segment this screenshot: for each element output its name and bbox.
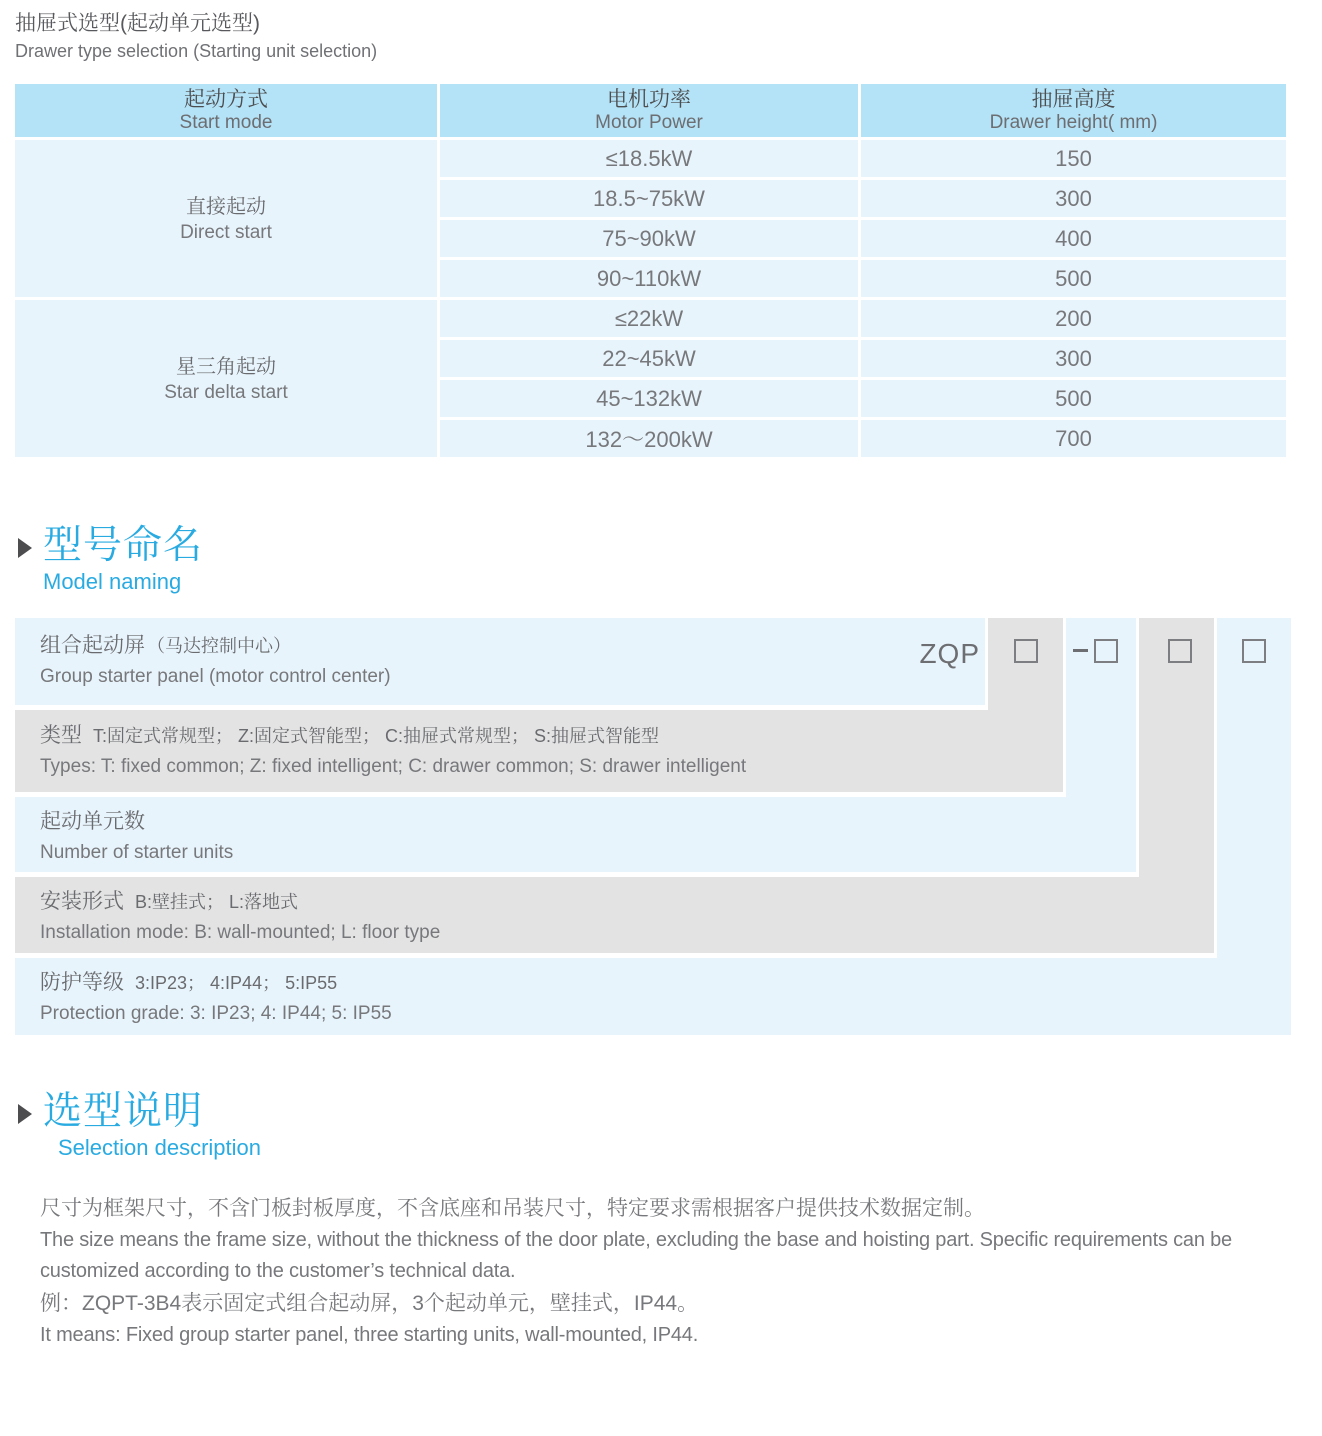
table-cell-star-delta (15, 300, 437, 457)
row-line-cn (40, 885, 1214, 915)
header-motor-power-en: Motor Power (595, 112, 703, 133)
row-detail-cn: 3:IP23； 4:IP44； 5:IP55 (135, 973, 338, 993)
height-cell: 400 (861, 220, 1286, 257)
section-heading-text (43, 524, 203, 596)
height-cell: 300 (861, 180, 1286, 217)
row-label-cn: 组合起动屏 (40, 634, 145, 657)
model-code-box-type (1014, 639, 1038, 663)
table-cell-direct-start (15, 140, 437, 297)
direct-start-en: Direct start (180, 221, 272, 243)
table-row (440, 260, 1286, 297)
paragraph-size-cn: 尺寸为框架尺寸，不含门板封板厚度，不含底座和吊装尺寸，特定要求需根据客户提供技术数据定制。 (40, 1197, 985, 1220)
star-delta-en: Star delta start (164, 381, 288, 403)
table-header-motor-power (440, 84, 858, 137)
model-code-box-protection (1242, 639, 1266, 663)
power-cell: 75~90kW (440, 220, 858, 257)
table-row (440, 420, 1286, 457)
page-title-cn: 抽屉式选型(起动单元选型) (15, 12, 260, 35)
model-naming-heading-en: Model naming (43, 569, 182, 594)
power-cell: 18.5~75kW (440, 180, 858, 217)
header-drawer-height-en: Drawer height( mm) (989, 112, 1158, 133)
page-title (15, 10, 377, 64)
power-cell: 22~45kW (440, 340, 858, 377)
section-model-naming-heading (18, 524, 203, 596)
paragraph-size-en: The size means the frame size, without the thickness of the door plate, excluding the base and hoisting part. Specific requirements can be customized according to the customer’s technical data. (40, 1229, 1232, 1282)
star-delta-cn: 星三角起动 (176, 355, 276, 378)
row-label-en: Types: T: fixed common; Z: fixed intelligent; C: drawer common; S: drawer intelligent (40, 756, 747, 777)
row-line-cn (40, 966, 1291, 996)
power-cell: ≤22kW (440, 300, 858, 337)
diagram-row-starter-units (15, 797, 1136, 872)
model-code-box-units (1094, 639, 1118, 663)
section-arrow-icon (18, 538, 32, 558)
section-selection-description-heading (18, 1090, 261, 1162)
page-title-en: Drawer type selection (Starting unit selection) (15, 41, 378, 61)
table-header-drawer-height (861, 84, 1286, 137)
section-heading-text (43, 1090, 261, 1162)
table-header-start-mode (15, 84, 437, 137)
header-start-mode-cn: 起动方式 (184, 88, 268, 111)
table-group-direct-start (15, 140, 1286, 297)
diagram-row-installation-mode (15, 877, 1214, 953)
drawer-selection-table (15, 84, 1286, 457)
direct-start-rows (440, 140, 1286, 297)
row-label-en: Number of starter units (40, 842, 234, 863)
row-label-cn: 类型 (40, 724, 82, 747)
height-cell: 300 (861, 340, 1286, 377)
table-row (440, 180, 1286, 217)
height-cell: 150 (861, 140, 1286, 177)
table-row (440, 140, 1286, 177)
row-label-cn: 防护等级 (40, 971, 124, 994)
model-code-box-installation (1168, 639, 1192, 663)
selection-description-paragraphs (40, 1192, 1292, 1351)
table-group-star-delta (15, 300, 1286, 457)
power-cell: 132～200kW (440, 420, 858, 457)
header-drawer-height-cn: 抽屉高度 (1031, 88, 1116, 111)
model-naming-diagram (15, 618, 1291, 1035)
row-detail-cn: T:固定式常规型； Z:固定式智能型； C:抽屉式常规型； S:抽屉式智能型 (93, 726, 660, 746)
row-detail-cn: （马达控制中心） (147, 636, 291, 656)
header-start-mode-en: Start mode (179, 112, 273, 133)
table-row (440, 380, 1286, 417)
height-cell: 700 (861, 420, 1286, 457)
row-label-en: Installation mode: B: wall-mounted; L: floor type (40, 922, 441, 943)
model-naming-heading-cn: 型号命名 (43, 524, 204, 567)
row-line-cn (40, 719, 1063, 749)
power-cell: ≤18.5kW (440, 140, 858, 177)
row-line-cn (40, 629, 985, 659)
diagram-row-types (15, 710, 1063, 792)
table-row (440, 300, 1286, 337)
paragraph-example-cn: 例：ZQPT-3B4表示固定式组合起动屏，3个起动单元，壁挂式，IP44。 (40, 1292, 699, 1315)
model-code-text: ZQP (919, 638, 980, 669)
table-row (440, 340, 1286, 377)
selection-heading-en: Selection description (58, 1135, 262, 1160)
model-code-dash (1073, 649, 1088, 652)
row-line-cn (40, 805, 1136, 835)
table-header-row (15, 84, 1286, 137)
row-label-cn: 安装形式 (40, 890, 124, 913)
power-cell: 90~110kW (440, 260, 858, 297)
power-cell: 45~132kW (440, 380, 858, 417)
row-detail-cn: B:壁挂式； L:落地式 (135, 892, 299, 912)
paragraph-example-en: It means: Fixed group starter panel, three starting units, wall-mounted, IP44. (40, 1324, 699, 1346)
height-cell: 500 (861, 260, 1286, 297)
diagram-row-protection-grade (15, 958, 1291, 1035)
header-motor-power-cn: 电机功率 (607, 88, 691, 111)
selection-heading-cn: 选型说明 (43, 1090, 204, 1133)
section-arrow-icon (18, 1104, 32, 1124)
star-delta-rows (440, 300, 1286, 457)
height-cell: 200 (861, 300, 1286, 337)
row-label-en: Group starter panel (motor control center) (40, 666, 391, 687)
row-label-cn: 起动单元数 (40, 810, 145, 833)
row-label-en: Protection grade: 3: IP23; 4: IP44; 5: IP55 (40, 1003, 392, 1024)
direct-start-cn: 直接起动 (186, 195, 266, 218)
table-row (440, 220, 1286, 257)
diagram-row-group-starter-panel (15, 618, 985, 705)
height-cell: 500 (861, 380, 1286, 417)
